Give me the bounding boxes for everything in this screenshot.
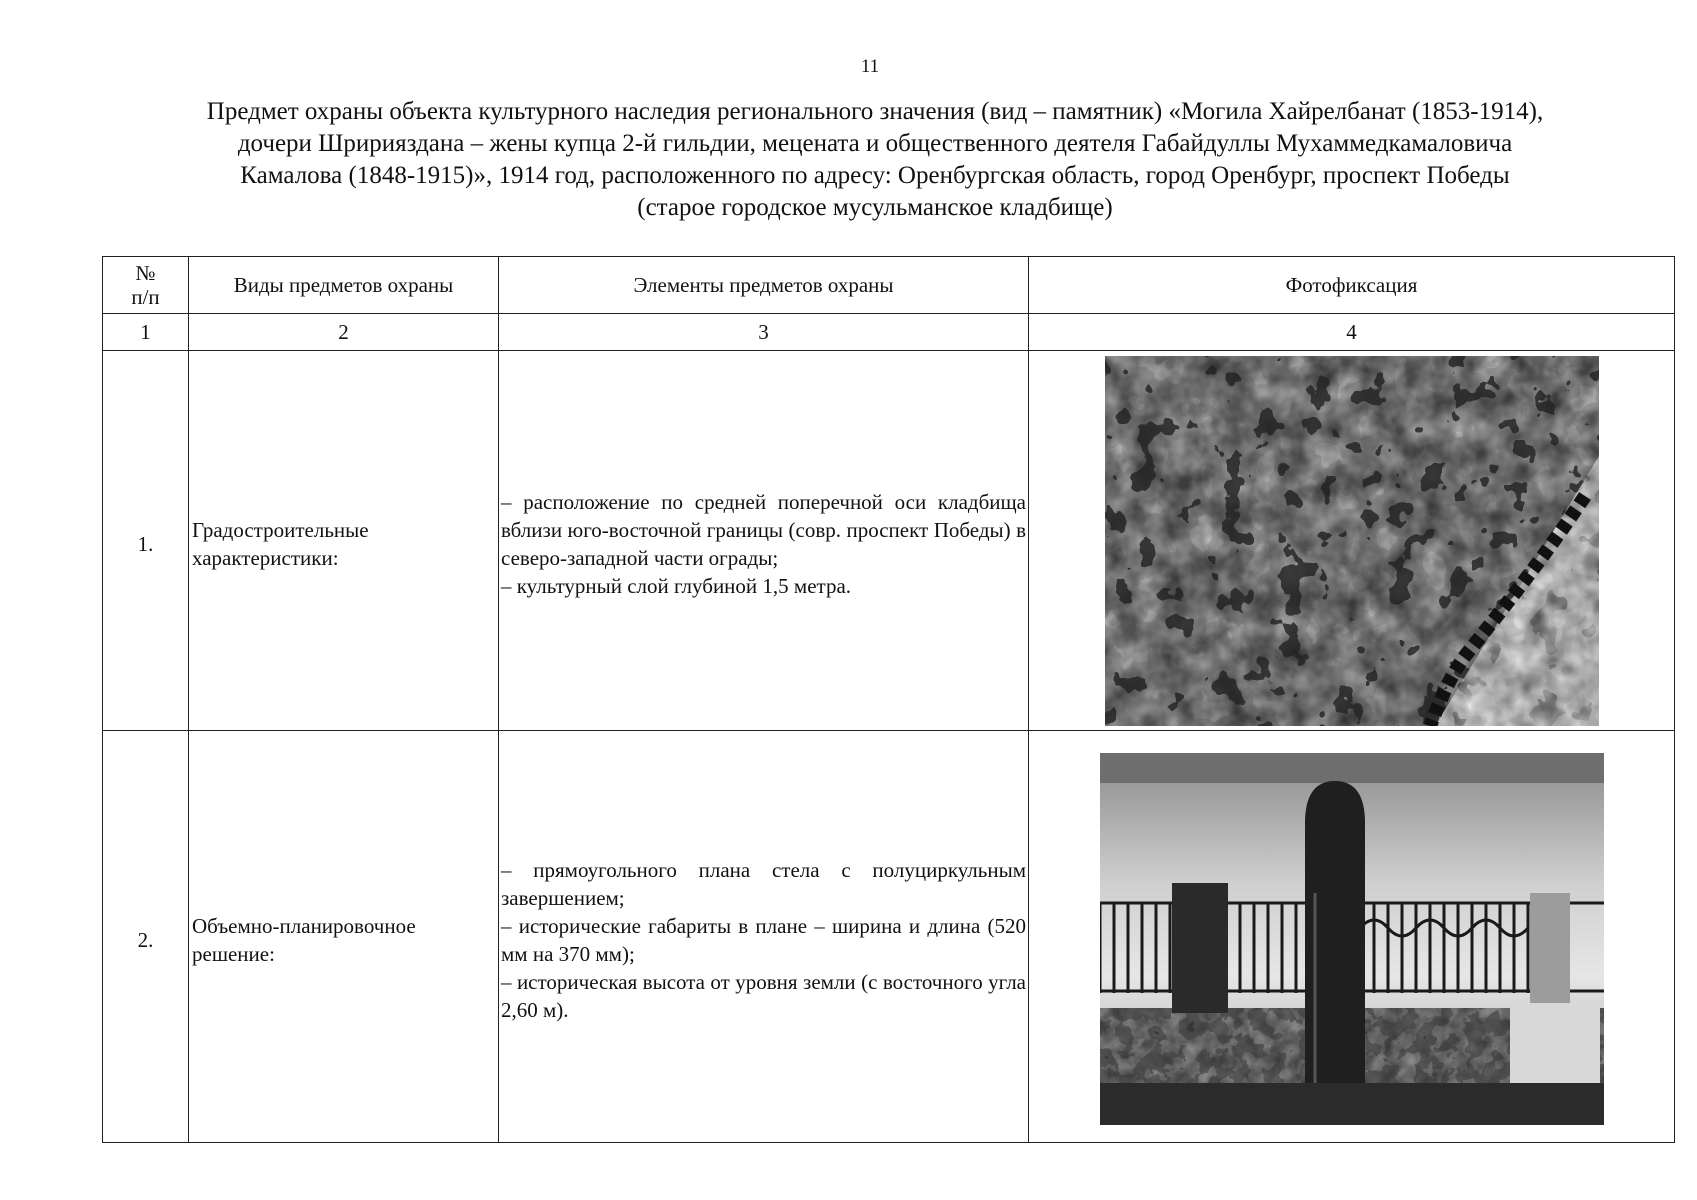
column-number: 4 — [1029, 314, 1675, 351]
photo-cemetery-trees — [1105, 356, 1599, 726]
row-kind: Объемно-планировочное решение: — [189, 731, 499, 1143]
header-kind: Виды предметов охраны — [189, 257, 499, 314]
header-photo: Фотофиксация — [1029, 257, 1675, 314]
row-number: 2. — [103, 731, 189, 1143]
page-number: 11 — [860, 56, 880, 77]
element-item: – историческая высота от уровня земли (с восточного угла 2,60 м). — [501, 969, 1026, 1022]
title-line: дочери Шририяздана – жены купца 2-й гильдии, мецената и общественного деятеля Габайдуллы Мухаммедкамаловича — [237, 130, 1513, 157]
row-elements — [499, 731, 1029, 1143]
column-number: 1 — [103, 314, 189, 351]
header-elements: Элементы предметов охраны — [499, 257, 1029, 314]
element-item: – прямоугольного плана стела с полуциркульным завершением; — [501, 857, 1026, 910]
row-elements — [499, 351, 1029, 731]
table-row — [103, 731, 1675, 1143]
header-num — [103, 257, 189, 314]
element-item: – исторические габариты в плане – ширина и длина (520 мм на 370 мм); — [501, 913, 1026, 966]
header-num-line2: п/п — [131, 285, 160, 309]
document-title — [100, 96, 1650, 224]
title-line: (старое городское мусульманское кладбище) — [637, 194, 1113, 221]
row-number: 1. — [103, 351, 189, 731]
column-number: 2 — [189, 314, 499, 351]
column-number: 3 — [499, 314, 1029, 351]
column-number-row — [103, 314, 1675, 351]
photo-gravestone-stele — [1100, 753, 1604, 1125]
element-item: – расположение по средней поперечной оси кладбища вблизи юго-восточной границы (совр. проспект Победы) в северо-западной части ограды; — [501, 489, 1026, 570]
row-photo-cell — [1029, 731, 1675, 1143]
row-photo-cell — [1029, 351, 1675, 731]
title-line: Камалова (1848-1915)», 1914 год, расположенного по адресу: Оренбургская область, город Оренбург, проспект Победы — [240, 162, 1510, 189]
protection-table — [102, 256, 1675, 1143]
table-row — [103, 351, 1675, 731]
element-item: – культурный слой глубиной 1,5 метра. — [501, 573, 852, 598]
title-line: Предмет охраны объекта культурного наследия регионального значения (вид – памятник) «Могила Хайрелбанат (1853-1914), — [206, 98, 1544, 125]
table-header-row — [103, 257, 1675, 314]
header-num-line1: № — [135, 261, 156, 285]
row-kind: Градостроительные характеристики: — [189, 351, 499, 731]
